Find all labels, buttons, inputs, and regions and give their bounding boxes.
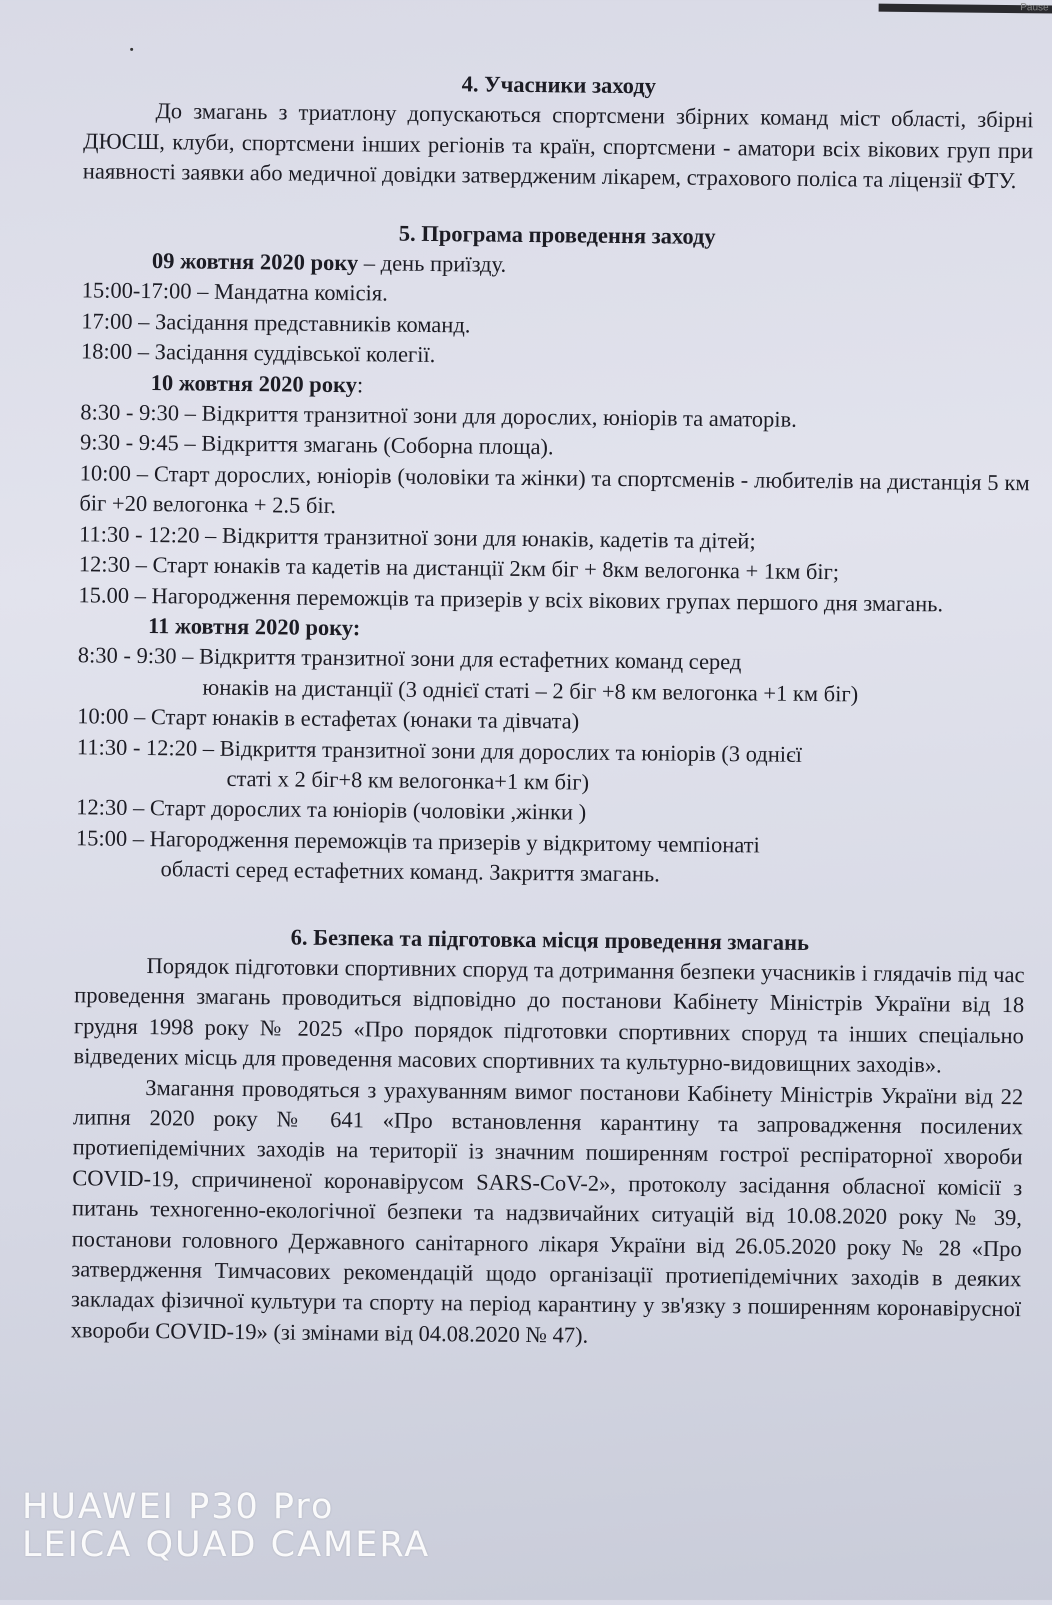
day1-note: – день приїзду. bbox=[358, 250, 507, 277]
section-4-title: 4. Учасники заходу bbox=[461, 71, 657, 99]
schedule-item-continuation: статі х 2 біг+8 км велогонка+1 км біг) bbox=[226, 765, 590, 795]
camera-watermark bbox=[22, 1488, 430, 1564]
watermark-line-2: LEICA QUAD CAMERA bbox=[22, 1525, 431, 1565]
schedule-item: 9:30 - 9:45 – Відкриття змагань (Соборна площа). bbox=[79, 429, 554, 460]
schedule-item-continuation: юнаків на дистанції (3 однієї статі – 2 біг +8 км велогонка +1 км біг) bbox=[202, 674, 859, 707]
schedule-item: 12:30 – Старт дорослих та юніорів (чоловіки ,жінки ) bbox=[76, 794, 587, 825]
schedule-item: 12:30 – Старт юнаків та кадетів на дистанції 2км біг + 8км велогонка + 1км біг; bbox=[78, 551, 840, 585]
schedule-item: 18:00 – Засідання суддівської колегії. bbox=[80, 338, 436, 368]
day3-heading: 11 жовтня 2020 року: bbox=[148, 612, 361, 641]
day1-date: 09 жовтня 2020 року bbox=[151, 248, 359, 276]
watermark-line-1: HUAWEI P30 Pro bbox=[22, 1487, 335, 1527]
section-6-title: 6. Безпека та підготовка місця проведення змагань bbox=[290, 924, 810, 955]
schedule-item: 8:30 - 9:30 – Відкриття транзитної зони для естафетних команд серед bbox=[77, 642, 742, 675]
day2-date: 10 жовтня 2020 року bbox=[150, 369, 358, 397]
status-bar-text: Pause bbox=[1020, 2, 1049, 14]
schedule-item: 15:00-17:00 – Мандатна комісія. bbox=[81, 277, 388, 306]
schedule-item: 8:30 - 9:30 – Відкриття транзитної зони для дорослих, юніорів та аматорів. bbox=[80, 399, 798, 432]
schedule-item: 15:00 – Нагородження переможців та призерів у відкритому чемпіонаті bbox=[75, 825, 760, 858]
section-6-paragraph-2: Змагання проводяться з урахуванням вимог постанови Кабінету Міністрів України від 22 липня 2020 року № 641 «Про встановлення карантину та запровадження посилених протиепідемічних заходів на території із значним поширенням гострої респіраторної хвороби COVID-19, спричиненої коронавірусом SARS-CoV-2», протоколу засідання обласної комісії з питань техногенно-екологічної безпеки та надзвичайних ситуацій від 10.08.2020 року № 39, постанови головного Державного санітарного лікаря України від 26.05.2020 року № 28 «Про затвердження Тимчасових рекомендацій щодо організації протиепідемічних заходів в деяких закладах фізичної культури та спорту на період карантину у зв'язку з поширенням коронавірусної хвороби COVID-19» (зі змінами від 04.08.2020 № 47). bbox=[70, 1074, 1024, 1348]
section-5-title: 5. Програма проведення заходу bbox=[398, 220, 716, 249]
schedule-item: 15.00 – Нагородження переможців та призерів у всіх вікових групах першого дня змагань. bbox=[78, 581, 944, 616]
schedule-item: 11:30 - 12:20 – Відкриття транзитної зони для юнаків, кадетів та дітей; bbox=[78, 521, 756, 554]
status-bar bbox=[879, 4, 1052, 14]
schedule-item: 10:00 – Старт юнаків в естафетах (юнаки та дівчата) bbox=[77, 703, 580, 734]
schedule-item: 11:30 - 12:20 – Відкриття транзитної зони для дорослих та юніорів (3 однієї bbox=[76, 733, 803, 767]
day2-note: : bbox=[356, 371, 364, 397]
section-6-paragraph-1: Порядок підготовки спортивних споруд та дотримання безпеки учасників і глядачів під час проведення змагань проводиться відповідно до постанови Кабінету Міністрів України від 18 грудня 1998 року № 2025 «Про порядок підготовки спортивних споруд та інших спеціально відведених місць для проведення масових спортивних та культурно-видовищних заходів». bbox=[73, 953, 1025, 1078]
paper-mark bbox=[130, 48, 133, 51]
schedule-item: 10:00 – Старт дорослих, юніорів (чоловіки та жінки) та спортсменів - любителів на дистанція 5 км біг +20 велогонка + 2.5 біг. bbox=[79, 460, 1030, 519]
document-body bbox=[71, 65, 1034, 1355]
section-4-body: До змагань з триатлону допускаються спортсмени збірних команд міст області, збірні ДЮСШ, клуби, спортсмени інших регіонів та країн, спортсмени - аматори всіх вікових груп при наявності заявки або медичної довідки затвердженим лікарем, страхового поліса та ліцензії ФТУ. bbox=[82, 98, 1034, 194]
schedule-item-continuation: області серед естафетних команд. Закриття змагань. bbox=[160, 856, 661, 887]
schedule-item: 17:00 – Засідання представників команд. bbox=[81, 308, 471, 338]
